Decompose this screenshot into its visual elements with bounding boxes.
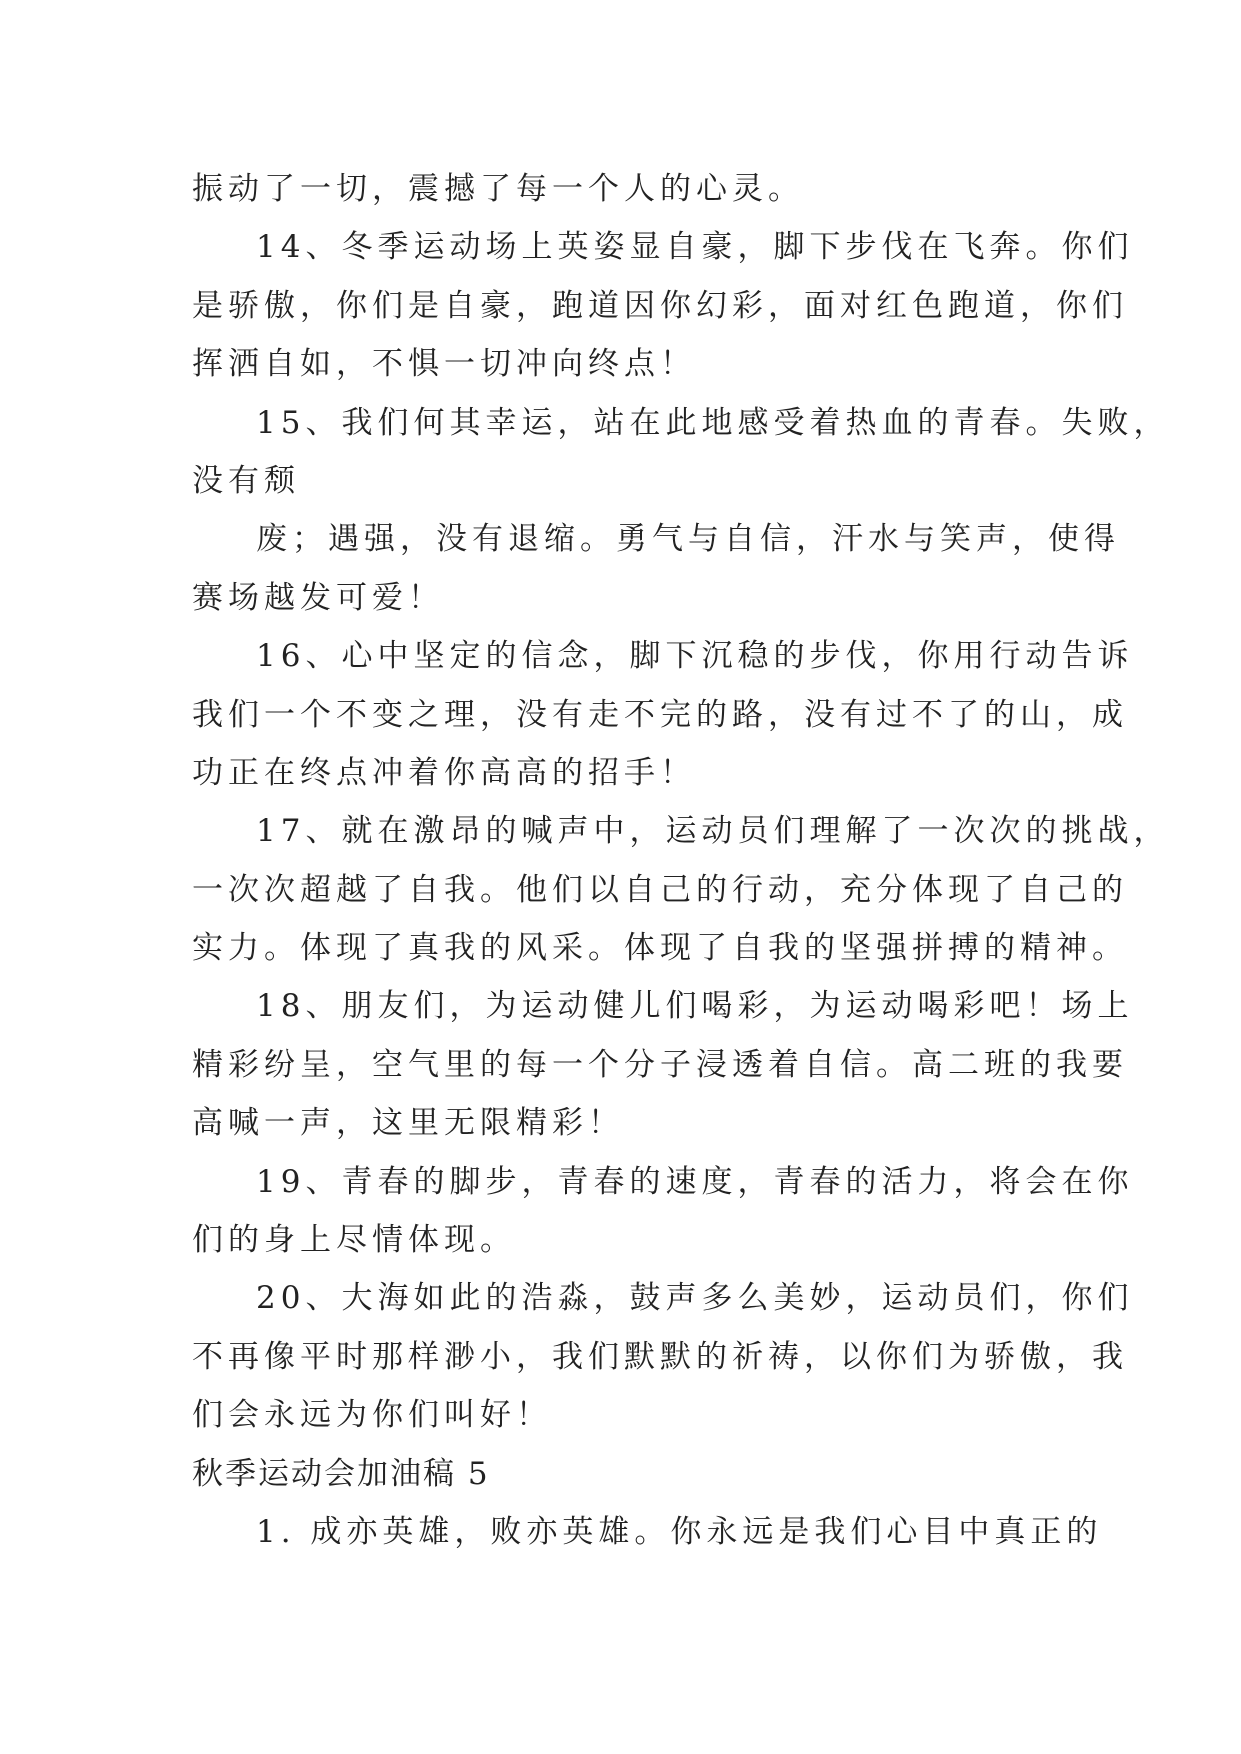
text-line: 15、我们何其幸运，站在此地感受着热血的青春。失败， (256, 404, 1170, 441)
text-line: 一次次超越了自我。他们以自己的行动，充分体现了自己的 (192, 871, 1128, 908)
text-line: 我们一个不变之理，没有走不完的路，没有过不了的山，成 (192, 696, 1128, 733)
text-line: 们会永远为你们叫好！ (192, 1397, 552, 1434)
text-line: 高喊一声，这里无限精彩！ (192, 1105, 624, 1142)
text-line: 16、心中坚定的信念，脚下沉稳的步伐，你用行动告诉 (256, 638, 1134, 675)
text-line: 1. 成亦英雄，败亦英雄。你永远是我们心目中真正的 (256, 1513, 1103, 1550)
section-heading: 秋季运动会加油稿 5 (192, 1455, 490, 1492)
text-line: 废；遇强，没有退缩。勇气与自信，汗水与笑声，使得 (256, 521, 1120, 558)
text-line: 实力。体现了真我的风采。体现了自我的坚强拼搏的精神。 (192, 930, 1128, 967)
text-line: 是骄傲，你们是自豪，跑道因你幻彩，面对红色跑道，你们 (192, 287, 1128, 324)
text-line: 功正在终点冲着你高高的招手！ (192, 754, 696, 791)
text-line: 19、青春的脚步，青春的速度，青春的活力，将会在你 (256, 1163, 1134, 1200)
text-line: 18、朋友们，为运动健儿们喝彩，为运动喝彩吧！场上 (256, 988, 1134, 1025)
text-line: 振动了一切，震撼了每一个人的心灵。 (192, 171, 804, 207)
document-body (192, 160, 1170, 1561)
text-line: 没有颓 (192, 462, 300, 499)
text-line: 20、大海如此的浩淼，鼓声多么美妙，运动员们，你们 (256, 1280, 1134, 1317)
text-line: 17、就在激昂的喊声中，运动员们理解了一次次的挑战， (256, 813, 1170, 850)
text-line: 不再像平时那样渺小，我们默默的祈祷，以你们为骄傲，我 (192, 1338, 1128, 1375)
text-line: 赛场越发可爱！ (192, 579, 444, 616)
text-line: 们的身上尽情体现。 (192, 1222, 516, 1259)
text-line: 挥洒自如，不惧一切冲向终点！ (192, 346, 696, 383)
text-line: 精彩纷呈，空气里的每一个分子浸透着自信。高二班的我要 (192, 1046, 1128, 1083)
text-line: 14、冬季运动场上英姿显自豪，脚下步伐在飞奔。你们 (256, 229, 1134, 266)
